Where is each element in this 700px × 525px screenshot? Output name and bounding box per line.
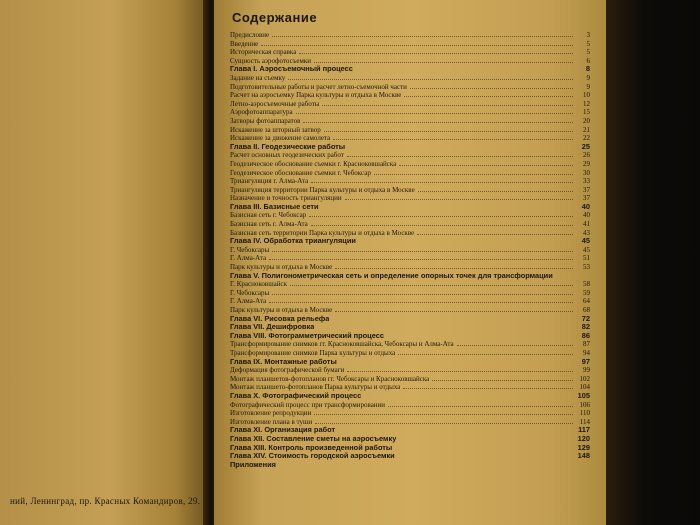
toc-entry-row [230,418,590,427]
toc-entry-title: Монтаж планшето-фотопланов Парка культуры и отдыха [230,383,401,392]
dot-leader [314,62,573,63]
toc-page-number: 110 [579,409,590,418]
toc-page-number: 102 [579,374,590,383]
toc-page-number: 37 [583,185,590,194]
toc-entry-row [230,383,590,392]
toc-page-number: 97 [581,356,590,366]
dot-leader [314,414,573,415]
dot-leader [333,139,573,140]
dot-leader [338,431,573,432]
toc-entry-title: Монтаж планшетов-фотопланов гг. Чебоксары и Красноковшайска [230,374,430,383]
toc-entry-title: Парк культуры и отдыха в Москве [230,263,333,272]
toc-entry-title: Трансформирование снимков Парка культуры и отдыха [230,348,396,357]
dot-leader [309,216,573,217]
dot-leader [261,45,573,46]
toc-page-number: 9 [586,73,590,82]
toc-page-number: 40 [583,211,590,220]
toc-entry-row [230,169,590,178]
dot-leader [399,440,573,441]
toc-entry-row [230,246,590,255]
toc-entry-title: Трансформирование снимков гг. Красноковшайска, Чебоксары и Алма-Ата [230,340,454,349]
toc-page-number: 21 [583,125,590,134]
toc-entry-title: Геодезическое обоснование съемки г. Красноковшайска [230,159,397,168]
toc-entry-row [230,160,590,169]
toc-page-number: 8 [585,64,590,74]
toc-entry-row [230,409,590,418]
toc-entry-row [230,220,590,229]
toc-entry-row [230,375,590,384]
toc-entry-title: Г. Алма-Ата [230,254,267,263]
toc-entry-row [230,134,590,143]
toc-page-number: 105 [577,390,590,400]
toc-page-number: 129 [577,442,590,452]
dot-leader [418,191,573,192]
toc-entry-title: Г. Алма-Ата [230,297,267,306]
toc-entry-title: Сущность аэрофотосъемки [230,56,312,65]
toc-entry-title: Историческая справка [230,48,297,57]
toc-page-number: 114 [579,417,590,426]
toc-entry-title: Триангуляция территории Парка культуры и отдыха в Москве [230,185,415,194]
toc-page-number: 5 [586,39,590,48]
publisher-imprint: ний, Ленинград, пр. Красных Командиров, 29. [10,496,201,506]
toc-entry-title: Затворы фотоаппаратов [230,116,301,125]
toc-page-number: 82 [581,322,590,332]
dot-leader [303,122,573,123]
toc-chapter-row [230,315,590,324]
dot-leader [388,406,573,407]
toc-chapter-row [230,143,590,152]
toc-page-number: 22 [583,134,590,143]
toc-entry-row [230,340,590,349]
dot-leader [398,457,573,458]
toc-page-number: 5 [586,48,590,57]
toc-page-number: 6 [586,56,590,65]
toc-entry-title: Глава IV. Обработка триангуляции [230,237,356,246]
toc-page-number: 94 [583,348,590,357]
toc-page-number: 64 [583,297,590,306]
toc-page-number: 43 [583,228,590,237]
toc-page-number: 9 [586,82,590,91]
toc-entry-title: Предисловие [230,31,270,39]
toc-entry-row [230,211,590,220]
toc-entry-row [230,263,590,272]
toc-entry-title: Задание на съемку [230,73,286,82]
dot-leader [315,423,573,424]
dot-leader [347,371,573,372]
toc-page-number: 20 [583,116,590,125]
dot-leader [324,131,573,132]
toc-entry-row [230,401,590,410]
toc-entry-row [230,289,590,298]
toc-chapter-row [230,392,590,401]
toc-entry-row [230,186,590,195]
dot-leader [272,294,573,295]
dot-leader [410,88,573,89]
dot-leader [387,337,573,338]
dot-leader [403,388,573,389]
toc-entry-title: Искажение за шторный затвор [230,125,321,134]
toc-entry-title: Назначение и точность триангуляции [230,194,342,203]
toc-entry-title: Глава III. Базисные сети [230,202,319,211]
toc-entry-title: Триангуляция г. Алма-Ата [230,177,309,186]
toc-entry-title: Глава X. Фотографический процесс [230,391,362,400]
dot-leader [457,345,573,346]
dot-leader [417,234,573,235]
toc-page-number: 104 [579,383,590,392]
toc-list [230,31,590,469]
toc-entry-title: Базисная сеть г. Чебоксар [230,211,307,220]
toc-entry-title: Изготовление плана в туши [230,417,313,426]
toc-page-number: 120 [577,433,590,443]
toc-entry-title: Глава VII. Дешифровка [230,323,315,332]
toc-entry-title: Базисная сеть г. Алма-Ата [230,220,308,229]
dot-leader [364,397,573,398]
dot-leader [269,259,573,260]
toc-entry-title: Парк культуры и отдыха в Москве [230,306,333,314]
dot-leader [348,148,573,149]
toc-entry-title: Глава XIII. Контроль произведенной работы [230,443,393,452]
toc-chapter-row [230,203,590,212]
toc-entry-row [230,194,590,203]
toc-page-number: 58 [583,280,590,289]
toc-chapter-row [230,323,590,332]
toc-entry-title: Геодезическое обоснование съемки г. Чебоксар [230,168,371,177]
toc-page-number: 3 [586,31,590,39]
toc-entry-title: Глава I. Аэросъемочный процесс [230,65,353,74]
dot-leader [432,380,573,381]
toc-entry-row [230,229,590,238]
dot-leader [311,182,573,183]
toc-page-number: 51 [583,254,590,263]
toc-entry-title: Глава V. Полигонометрическая сеть и определение опорных точек для трансформации [230,271,553,280]
dot-leader [395,449,573,450]
toc-entry-title: Глава IX. Монтажные работы [230,357,337,366]
toc-chapter-row [230,444,590,453]
toc-page-number: 25 [581,141,590,151]
toc-page-number: 45 [583,245,590,254]
dot-leader [332,320,573,321]
toc-entry-row [230,349,590,358]
toc-entry-row [230,74,590,83]
toc-page-number: 40 [581,201,590,211]
toc-entry-row [230,40,590,49]
toc-title: Содержание [232,10,318,25]
toc-entry-row [230,108,590,117]
toc-page-number: 30 [583,168,590,177]
toc-page-number: 99 [583,366,590,375]
toc-chapter-row [230,237,590,246]
toc-page-number: 29 [583,159,590,168]
table-of-contents [230,10,590,469]
toc-page-number: 26 [583,151,590,160]
background-edge [606,0,700,525]
dot-leader [356,70,573,71]
dot-leader [311,225,573,226]
toc-entry-title: Расчет основных геодезических работ [230,151,344,160]
toc-entry-row [230,57,590,66]
dot-leader [279,466,573,467]
toc-entry-title: Фотографический процесс при трансформировании [230,400,386,409]
toc-chapter-row [230,426,590,435]
toc-entry-title: Глава VI. Рисовка рельефа [230,314,330,323]
dot-leader [322,105,573,106]
toc-page-number: 68 [583,306,590,314]
dot-leader [359,242,573,243]
dot-leader [272,251,573,252]
dot-leader [404,96,573,97]
dot-leader [374,174,573,175]
toc-entry-title: Введение [230,39,259,48]
toc-entry-title: Глава XI. Организация работ [230,426,336,435]
toc-entry-row [230,31,590,40]
dot-leader [345,199,573,200]
toc-chapter-row [230,435,590,444]
toc-entry-title: Глава XIV. Стоимость городской аэросъемки [230,452,395,461]
dot-leader [398,354,573,355]
toc-chapter-row [230,65,590,74]
toc-page-number: 15 [583,108,590,117]
dot-leader [296,113,573,114]
dot-leader [288,79,573,80]
toc-entry-row [230,280,590,289]
toc-page-number: 106 [579,400,590,409]
dot-leader [269,302,573,303]
toc-entry-row [230,366,590,375]
dot-leader [299,53,573,54]
toc-entry-title: Базисная сеть территории Парка культуры и отдыха в Москве [230,228,415,237]
toc-entry-row [230,254,590,263]
dot-leader [347,156,573,157]
toc-entry-title: Г. Чебоксары [230,245,270,254]
toc-page-number: 33 [583,177,590,186]
toc-page-number: 53 [583,263,590,272]
toc-entry-row [230,91,590,100]
toc-entry-title: Приложения [230,460,276,469]
toc-chapter-row [230,332,590,341]
toc-entry-row [230,126,590,135]
toc-entry-row [230,177,590,186]
dot-leader [322,208,573,209]
dot-leader [335,311,573,312]
toc-entry-row [230,117,590,126]
toc-entry-title: Г. Красноковшайск [230,280,287,289]
toc-page-number: 87 [583,340,590,349]
toc-page-number: 10 [583,91,590,100]
toc-entry-title: Глава VIII. Фотограмметрический процесс [230,331,384,340]
toc-chapter-row [230,272,590,281]
toc-entry-title: Подготовительные работы и расчет летно-съемочной части [230,82,407,91]
toc-entry-row [230,48,590,57]
dot-leader [399,165,573,166]
dot-leader [340,363,573,364]
toc-entry-title: Глава XII. Составление сметы на аэросъемку [230,434,397,443]
toc-entry-row [230,297,590,306]
toc-entry-row [230,100,590,109]
toc-page-number: 148 [577,451,590,461]
dot-leader [556,277,573,278]
toc-entry-row [230,306,590,315]
dot-leader [290,285,573,286]
toc-entry-title: Деформация фотографической бумаги [230,366,345,375]
toc-entry-title: Глава II. Геодезические работы [230,142,346,151]
toc-entry-title: Г. Чебоксары [230,288,270,297]
dot-leader [317,328,573,329]
toc-page-number: 37 [583,194,590,203]
toc-chapter-row [230,452,590,461]
toc-page-number: 72 [581,313,590,323]
toc-entry-title: Расчет на аэросъемку Парка культуры и отдыха в Москве [230,91,402,100]
toc-page-number: 86 [581,330,590,340]
toc-chapter-row [230,358,590,367]
toc-entry-title: Аэрофотоаппаратура [230,108,293,117]
toc-page-number: 41 [583,220,590,229]
toc-entry-title: Летно-аэросъемочные работы [230,99,320,108]
toc-entry-title: Изготовление репродукции [230,409,312,418]
toc-entry-title: Искажение за движение самолета [230,134,331,143]
toc-page-number: 117 [578,425,590,435]
toc-page-number: 59 [583,288,590,297]
toc-page-number: 45 [581,236,590,246]
dot-leader [272,36,573,37]
toc-chapter-row [230,461,590,470]
left-page [0,0,208,525]
toc-entry-row [230,83,590,92]
dot-leader [335,268,573,269]
toc-entry-row [230,151,590,160]
toc-page-number: 12 [583,99,590,108]
